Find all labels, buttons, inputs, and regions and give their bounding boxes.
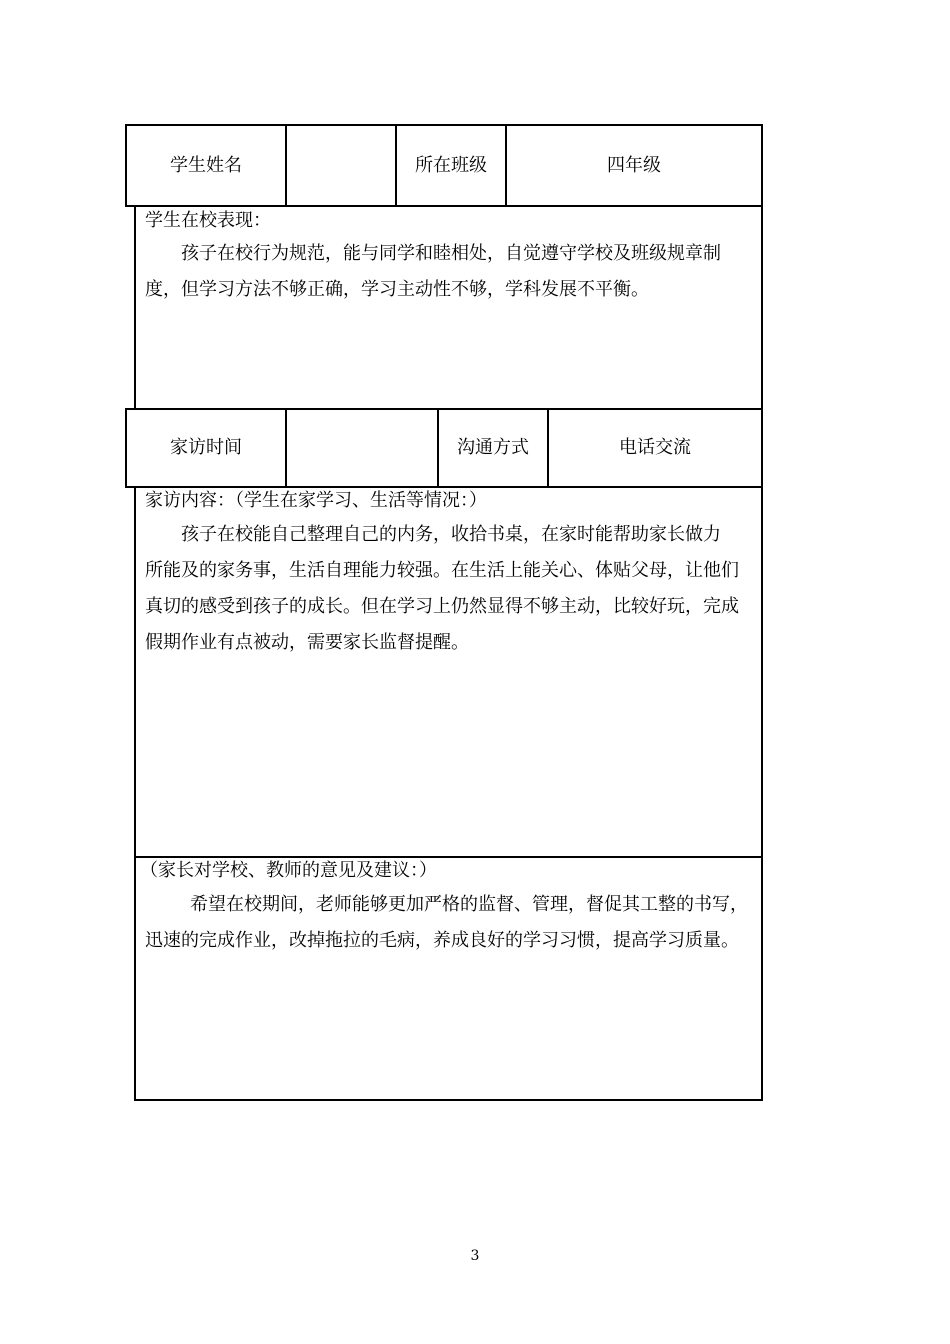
table-border xyxy=(134,486,136,1101)
paragraph-line: 迅速的完成作业，改掉拖拉的毛病，养成良好的学习习惯，提高学习质量。 xyxy=(145,930,739,951)
communication-method-value: 电话交流 xyxy=(619,437,691,458)
table-border xyxy=(125,486,763,488)
paragraph-line: 真切的感受到孩子的成长。但在学习上仍然显得不够主动，比较好玩，完成 xyxy=(145,596,739,617)
parent-suggestion-text xyxy=(145,887,748,959)
paragraph-line: 所能及的家务事，生活自理能力较强。在生活上能关心、体贴父母，让他们 xyxy=(145,560,739,581)
paragraph-line: 孩子在校能自己整理自己的内务，收拾书桌，在家时能帮助家长做力 xyxy=(181,524,721,545)
class-value: 四年级 xyxy=(607,154,661,176)
table-border xyxy=(125,205,763,207)
table-border xyxy=(761,124,763,1101)
table-border xyxy=(134,205,136,410)
visit-time-value xyxy=(287,410,437,486)
table-border xyxy=(134,856,763,858)
home-visit-heading: 家访内容：（学生在家学习、生活等情况：） xyxy=(145,490,487,511)
school-performance-text xyxy=(145,236,721,308)
paragraph-line: 度，但学习方法不够正确，学习主动性不够，学科发展不平衡。 xyxy=(145,279,649,300)
visit-time-label: 家访时间 xyxy=(170,437,242,458)
page-number: 3 xyxy=(470,1248,480,1264)
table-border xyxy=(134,1099,763,1101)
class-label: 所在班级 xyxy=(415,154,487,176)
paragraph-line: 希望在校期间，老师能够更加严格的监督、管理，督促其工整的书写， xyxy=(190,894,748,915)
parent-suggestion-heading: （家长对学校、教师的意见及建议：） xyxy=(140,860,437,881)
paragraph-line: 孩子在校行为规范，能与同学和睦相处，自觉遵守学校及班级规章制 xyxy=(181,243,721,264)
paragraph-line: 假期作业有点被动，需要家长监督提醒。 xyxy=(145,632,469,653)
school-performance-heading: 学生在校表现： xyxy=(145,210,271,231)
student-name-value xyxy=(287,126,395,205)
communication-method-label: 沟通方式 xyxy=(457,437,529,458)
home-visit-text xyxy=(145,517,739,661)
student-name-label: 学生姓名 xyxy=(170,154,242,176)
